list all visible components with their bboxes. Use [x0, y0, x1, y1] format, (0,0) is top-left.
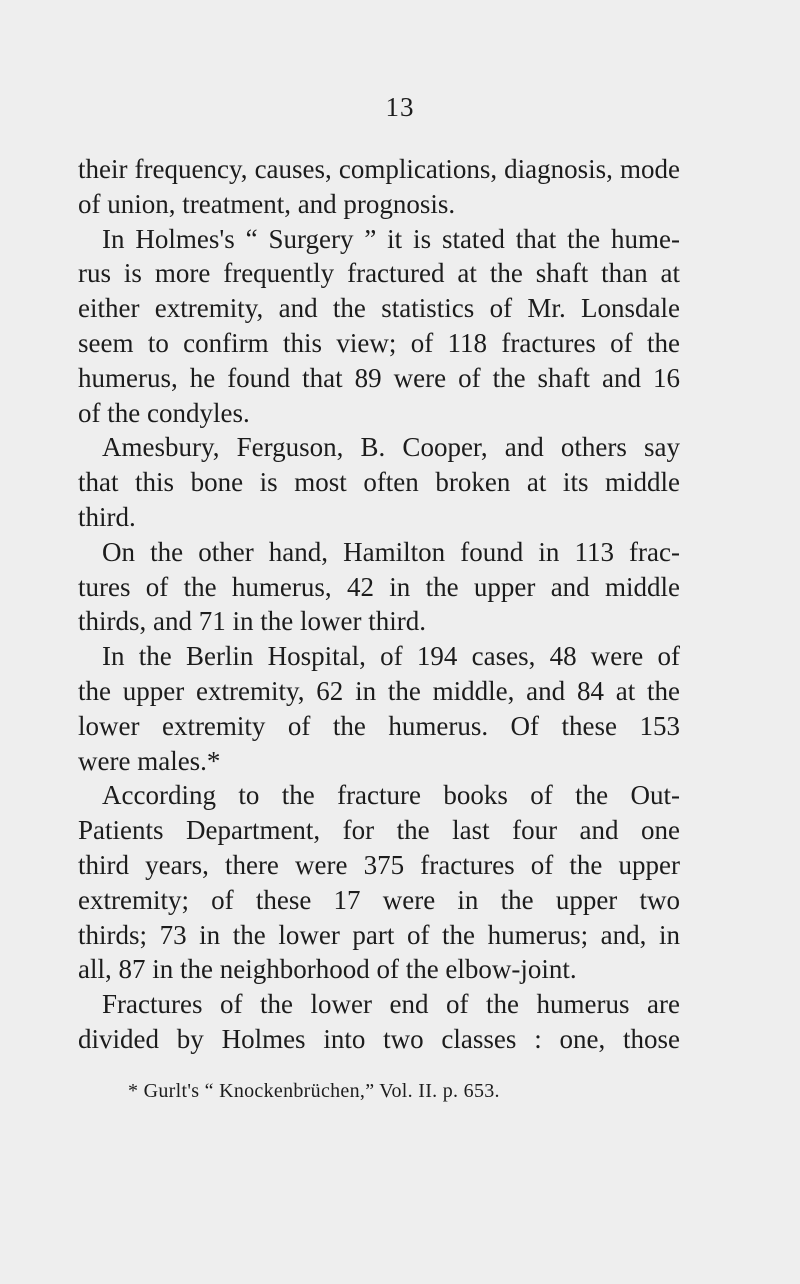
text-line: Patients Department, for the last four and one	[78, 815, 680, 846]
text-line: Fractures of the lower end of the humerus are	[102, 989, 680, 1020]
text-line: third.	[78, 501, 136, 532]
footnote: * Gurlt's “ Knockenbrüchen,” Vol. II. p. 653.	[128, 1080, 500, 1102]
text-line: tures of the humerus, 42 in the upper and middle	[78, 571, 680, 602]
text-line: rus is more frequently fractured at the shaft than at	[78, 258, 680, 289]
text-line: lower extremity of the humerus. Of these 153	[78, 710, 680, 741]
text-line: seem to confirm this view; of 118 fractures of the	[78, 327, 680, 358]
text-line: thirds, and 71 in the lower third.	[78, 606, 426, 637]
text-line: their frequency, causes, complications, diagnosis, mode	[78, 154, 680, 184]
text-line: divided by Holmes into two classes : one, those	[78, 1023, 680, 1054]
text-line: of the condyles.	[78, 397, 250, 428]
text-line: the upper extremity, 62 in the middle, and 84 at the	[78, 675, 680, 706]
text-line: In Holmes's “ Surgery ” it is stated that the hume-	[102, 223, 680, 254]
text-line: third years, there were 375 fractures of the upper	[78, 849, 680, 880]
text-line: either extremity, and the statistics of Mr. Lonsdale	[78, 293, 680, 324]
body-text	[78, 152, 680, 1057]
text-line: humerus, he found that 89 were of the shaft and 16	[78, 362, 680, 393]
text-line: In the Berlin Hospital, of 194 cases, 48 were of	[102, 641, 680, 672]
text-line: According to the fracture books of the Out-	[102, 780, 680, 811]
page-number: 13	[385, 92, 415, 122]
text-line: On the other hand, Hamilton found in 113 frac-	[102, 536, 680, 567]
text-line: all, 87 in the neighborhood of the elbow-joint.	[78, 954, 577, 985]
text-line: thirds; 73 in the lower part of the humerus; and, in	[78, 919, 680, 950]
text-line: of union, treatment, and prognosis.	[78, 188, 456, 219]
text-line: Amesbury, Ferguson, B. Cooper, and others say	[102, 432, 680, 463]
text-line: extremity; of these 17 were in the upper two	[78, 884, 680, 915]
text-line: were males.*	[78, 745, 221, 776]
text-line: that this bone is most often broken at its middle	[78, 467, 680, 498]
